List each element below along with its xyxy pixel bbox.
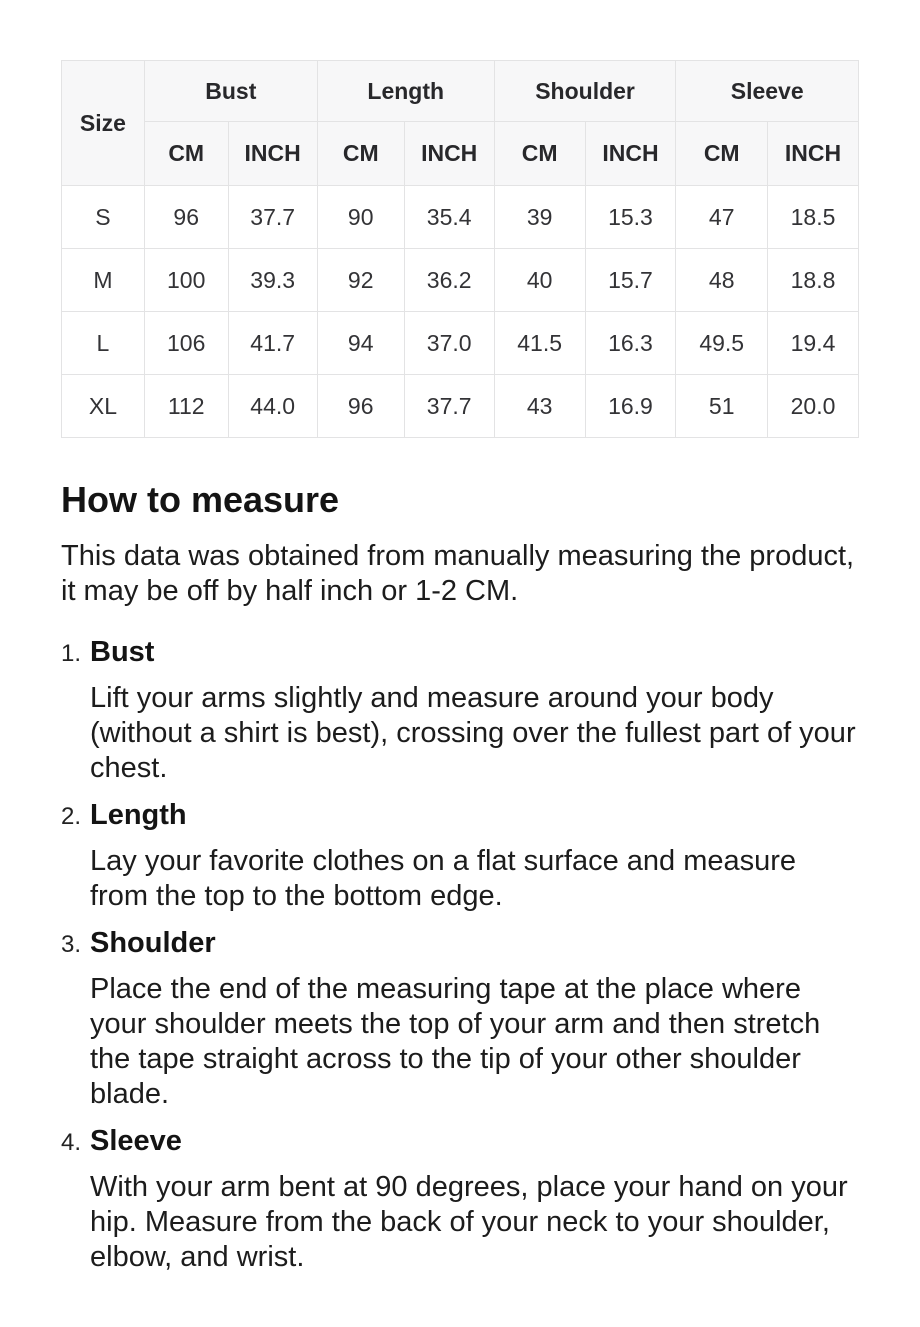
column-group-bust: Bust bbox=[144, 61, 317, 122]
size-chart-table bbox=[61, 60, 859, 438]
measurement-cell: 37.0 bbox=[404, 312, 494, 375]
measurement-cell: 39.3 bbox=[228, 249, 317, 312]
header-group-row bbox=[62, 61, 859, 122]
measure-disclaimer-text: This data was obtained from manually measuring the product, it may be off by half inch or 1-2 CM. bbox=[61, 540, 855, 607]
measurement-cell: 100 bbox=[144, 249, 228, 312]
measurement-cell: 44.0 bbox=[228, 375, 317, 438]
column-group-length: Length bbox=[317, 61, 494, 122]
list-item-shoulder bbox=[61, 926, 861, 1112]
measurement-cell: 36.2 bbox=[404, 249, 494, 312]
step-description: Place the end of the measuring tape at the place where your shoulder meets the top of your arm and then stretch the tape straight across to the tip of your other shoulder blade. bbox=[90, 973, 821, 1110]
measurement-cell: 47 bbox=[676, 186, 768, 249]
step-heading bbox=[61, 1124, 861, 1160]
measurement-cell: 16.9 bbox=[585, 375, 676, 438]
measurement-cell: 51 bbox=[676, 375, 768, 438]
size-cell: S bbox=[62, 186, 145, 249]
step-heading bbox=[61, 798, 861, 834]
table-row-size-xl bbox=[62, 375, 859, 438]
size-chart-body bbox=[62, 186, 859, 438]
step-title: Length bbox=[90, 799, 187, 831]
size-column-header: Size bbox=[62, 61, 145, 186]
measurement-cell: 94 bbox=[317, 312, 404, 375]
measurement-cell: 16.3 bbox=[585, 312, 676, 375]
list-item-length bbox=[61, 798, 861, 914]
size-chart-header bbox=[62, 61, 859, 186]
measurement-cell: 92 bbox=[317, 249, 404, 312]
step-title: Shoulder bbox=[90, 927, 216, 959]
unit-header-shoulder-inch: INCH bbox=[585, 122, 676, 186]
header-unit-row bbox=[62, 122, 859, 186]
size-cell: M bbox=[62, 249, 145, 312]
measurement-cell: 90 bbox=[317, 186, 404, 249]
column-group-shoulder: Shoulder bbox=[494, 61, 676, 122]
measurement-cell: 41.7 bbox=[228, 312, 317, 375]
step-description: Lay your favorite clothes on a flat surface and measure from the top to the bottom edge. bbox=[90, 845, 797, 912]
step-title: Sleeve bbox=[90, 1125, 182, 1157]
size-cell: XL bbox=[62, 375, 145, 438]
measurement-cell: 40 bbox=[494, 249, 585, 312]
step-description: With your arm bent at 90 degrees, place your hand on your hip. Measure from the back of your neck to your shoulder, elbow, and wrist. bbox=[90, 1171, 848, 1273]
size-cell: L bbox=[62, 312, 145, 375]
step-heading bbox=[61, 635, 861, 671]
measurement-cell: 43 bbox=[494, 375, 585, 438]
how-to-measure-heading: How to measure bbox=[61, 479, 340, 520]
measurement-cell: 39 bbox=[494, 186, 585, 249]
measurement-cell: 15.3 bbox=[585, 186, 676, 249]
step-heading bbox=[61, 926, 861, 962]
table-row-size-l bbox=[62, 312, 859, 375]
measurement-cell: 15.7 bbox=[585, 249, 676, 312]
step-number: 2. bbox=[61, 803, 82, 830]
unit-header-bust-inch: INCH bbox=[228, 122, 317, 186]
measurement-cell: 48 bbox=[676, 249, 768, 312]
measurement-cell: 112 bbox=[144, 375, 228, 438]
measure-steps-list bbox=[61, 635, 861, 1275]
unit-header-shoulder-cm: CM bbox=[494, 122, 585, 186]
measurement-cell: 18.8 bbox=[768, 249, 859, 312]
unit-header-sleeve-inch: INCH bbox=[768, 122, 859, 186]
measurement-cell: 35.4 bbox=[404, 186, 494, 249]
step-title: Bust bbox=[90, 636, 155, 668]
measurement-cell: 106 bbox=[144, 312, 228, 375]
unit-header-length-inch: INCH bbox=[404, 122, 494, 186]
measurement-cell: 37.7 bbox=[228, 186, 317, 249]
step-number: 3. bbox=[61, 931, 82, 958]
unit-header-sleeve-cm: CM bbox=[676, 122, 768, 186]
table-row-size-m bbox=[62, 249, 859, 312]
measurement-cell: 96 bbox=[144, 186, 228, 249]
measurement-cell: 41.5 bbox=[494, 312, 585, 375]
measurement-cell: 37.7 bbox=[404, 375, 494, 438]
measurement-cell: 18.5 bbox=[768, 186, 859, 249]
step-number: 4. bbox=[61, 1129, 82, 1156]
measurement-cell: 19.4 bbox=[768, 312, 859, 375]
list-item-sleeve bbox=[61, 1124, 861, 1275]
measurement-cell: 96 bbox=[317, 375, 404, 438]
unit-header-bust-cm: CM bbox=[144, 122, 228, 186]
measurement-cell: 20.0 bbox=[768, 375, 859, 438]
unit-header-length-cm: CM bbox=[317, 122, 404, 186]
step-description: Lift your arms slightly and measure around your body (without a shirt is best), crossing over the fullest part of your chest. bbox=[90, 682, 856, 784]
list-item-bust bbox=[61, 635, 861, 786]
step-number: 1. bbox=[61, 640, 82, 667]
measurement-cell: 49.5 bbox=[676, 312, 768, 375]
table-row-size-s bbox=[62, 186, 859, 249]
column-group-sleeve: Sleeve bbox=[676, 61, 859, 122]
